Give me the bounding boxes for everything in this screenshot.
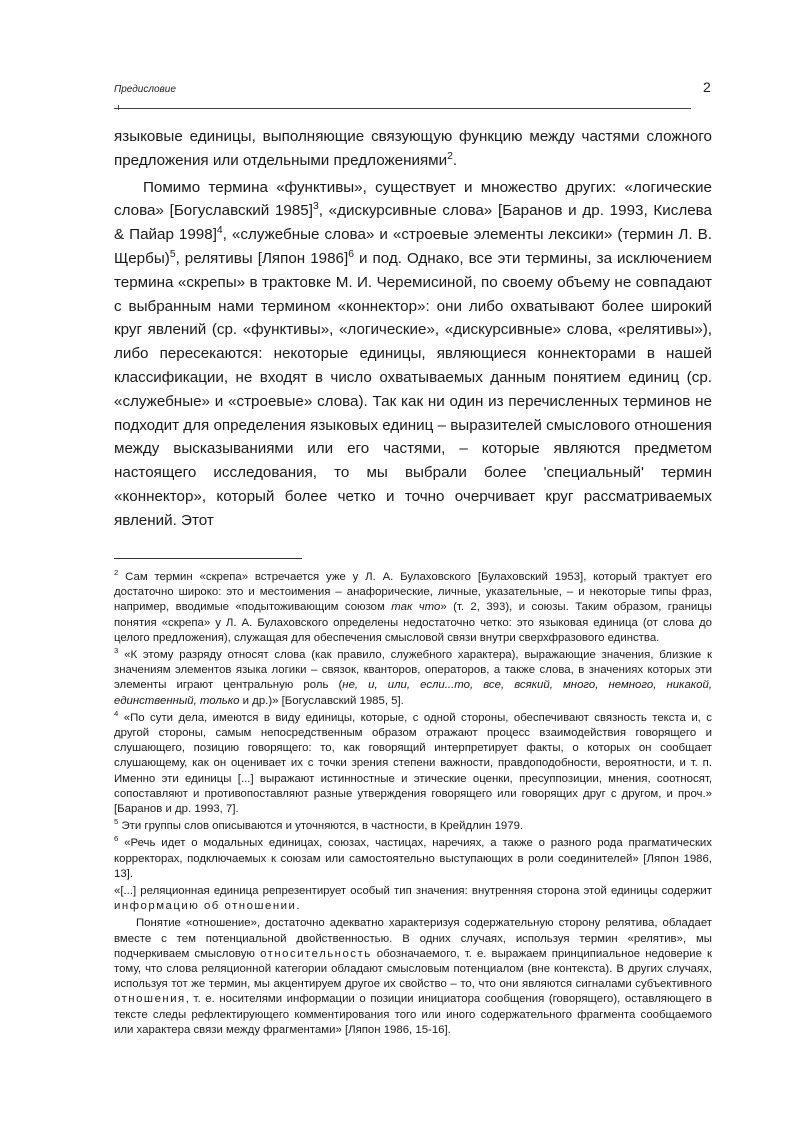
header-rule: [114, 108, 691, 109]
footnote-ref-5: 5: [169, 248, 176, 260]
footnote-ref-3: 3: [312, 201, 319, 213]
footnote-5: $^5$ Эти группы слов описываются и уточняются, в частности, в Крейдлин 1979.: [114, 817, 524, 833]
footnotes: [114, 570, 712, 1040]
footnote-6: $^6$ «Речь идет о модальных единицах, союзах, частицах, наречиях, а также о разного рода прагматических корректорах, подключаемых к союзам или самостоятельно выступающих в роли соединителей» [Ляпон 1986, 13].: [114, 834, 712, 880]
footnote-ref-2: 2: [447, 150, 453, 162]
footnote-3: $^3$ «К этому разряду относят слова (как правило, служебного характера), выражающие значения, близкие к значениям элементов языка логики – связок, кванторов, операторов, а также слова, в значениях которых эти элементы играют центральную роль (не, и, или, если...то, все, всякий, много, немного, никакой, единственный, только и др.)» [Богуславский 1985, 5].: [114, 646, 712, 707]
footnote-2: $^2$ Сам термин «скрепа» встречается уже у Л. А. Булаховского [Булаховский 1953], который трактует его достаточно широко: это и местоимения – анафорические, личные, указательные, – и некоторые типы фраз, например, вводимые «подытоживающим союзом так что» (т. 2, 393), и союзы. Таким образом, границы понятия «скрепа» у Л. А. Булаховского определены недостаточно четко: это языковая единица (от слова до целого предложения), служащая для обеспечения смысловой связи внутри сверхфразового единства.: [114, 568, 712, 644]
footnote-ref-6: 6: [348, 248, 354, 260]
paragraph-2: Помимо термина «функтивы», существует и множество других: «логические слова» [Богуславский 1985]$^3$, «дискурсивные слова» [Баранов и др. 1993, Кислева & Пайар 1998]$^4$, «служебные слова» и «строевые элементы лексики» (термин Л. В. Щербы)$^5$, релятивы [Ляпон 1986]$^6$ и под. Однако, все эти термины, за исключением термина «скрепы» в трактовке М. И. Черемисиной, по своему объему не совпадают с выбранным нами термином «коннектор»: они либо охватывают более широкий круг явлений (ср. «функтивы», «логические», «дискурсивные» слова, «релятивы»), либо пересекаются: некоторые единицы, являющиеся коннекторами в нашей классификации, не входят в число охватываемых данным понятием единиц (ср. «служебные» и «строевые» слова). Так как ни один из перечисленных терминов не подходит для определения языковых единиц – выразителей смыслового отношения между высказываниями или его частями, – которые являются предметом настоящего исследования, то мы выбрали более 'специальный' термин «коннектор», который более четко и точно очерчивает круг рассматриваемых явлений. Этот: [114, 178, 712, 529]
header-rule-tick: [118, 105, 125, 110]
footnote-ref-4: 4: [216, 225, 223, 237]
running-header-title: Предисловие: [114, 84, 176, 95]
footnote-separator: [114, 558, 302, 559]
paragraph-1: языковые единицы, выполняющие связующую функцию между частями сложного предложения или отдельными предложениями$^2$.: [114, 128, 712, 169]
footnote-6-quote-1: «[...] реляционная единица репрезентирует особый тип значения: внутренняя сторона этой единицы содержит информацию об отношении.: [114, 885, 712, 913]
main-text: [114, 125, 712, 533]
footnote-6-quote-2: Понятие «отношение», достаточно адекватно характеризуя содержательную сторону релятива, обладает вместе с тем потенциальной двойственностью. В одних случаях, используя термин «релятив», мы подчеркиваем смысловую относительность обозначаемого, т. е. выражаем принципиальное недоверие к тому, что слова реляционной категории обладают смысловым потенциалом (вне контекста). В других случаях, используя тот же термин, мы акцентируем другое их свойство – то, что они являются сигналами субъективного отношения, т. е. носителями информации о позиции инициатора сообщения (говорящего), оставляющего в тексте следы рефлектирующего комментирования того или иного содержательного фрагмента сообщаемого или характера связи между фрагментами» [Ляпон 1986, 15-16].: [114, 917, 712, 1036]
page-number: 2: [703, 79, 711, 95]
footnote-4: $^4$ «По сути дела, имеются в виду единицы, которые, с одной стороны, обеспечивают связность текста и, с другой стороны, самым непосредственным образом отражают процесс взаимодействия говорящего и слушающего, позицию говорящего: то, как говорящий интерпретирует факты, о которых он сообщает слушающему, как он оценивает их с точки зрения степени важности, правдоподобности, вероятности, и т. п. Именно эти единицы [...] выражают истинностные и этические оценки, пресуппозиции, мнения, соотносят, сопоставляют и противопоставляют разные утверждения говорящего или говорящих друг с другом, и проч.» [Баранов и др. 1993, 7].: [114, 709, 712, 816]
